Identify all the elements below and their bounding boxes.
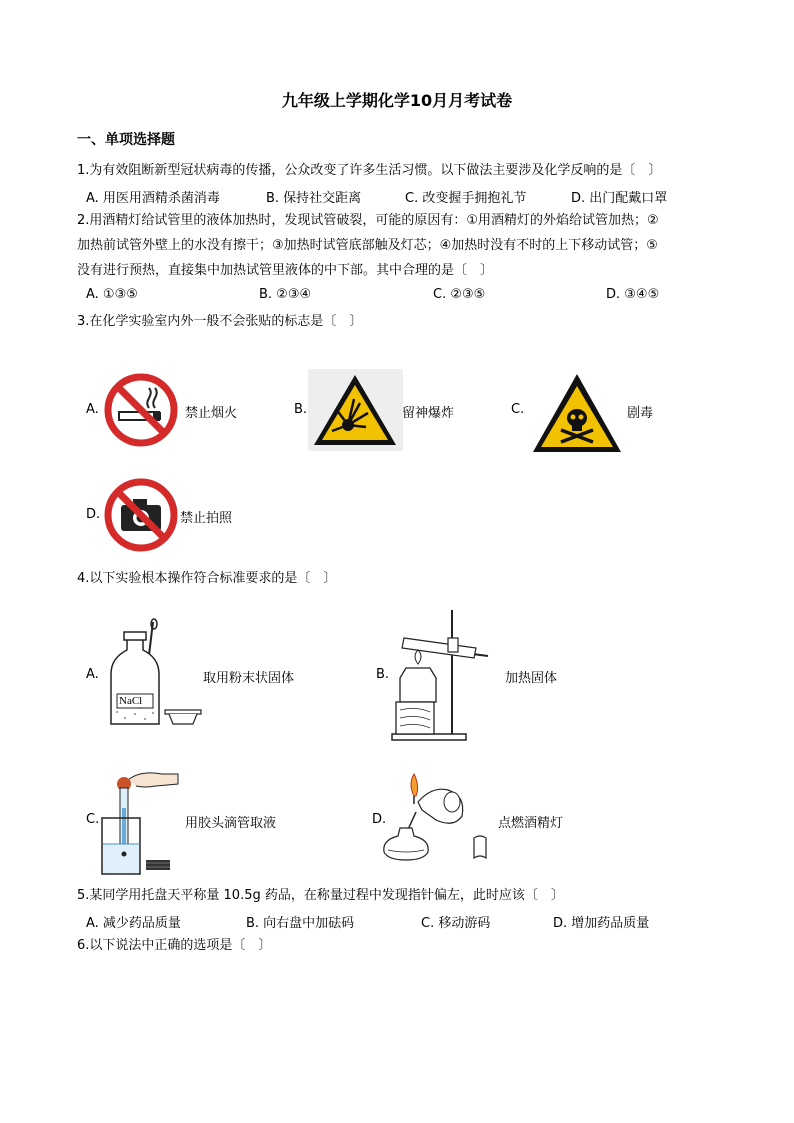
no-photography-sign-icon: [103, 477, 179, 553]
lighting-alcohol-lamp-figure: [382, 772, 497, 862]
q3-option-d-label: 禁止拍照: [180, 511, 233, 526]
q3-option-c-letter[interactable]: C.: [511, 402, 525, 417]
question-2-stem-line-1: 2.用酒精灯给试管里的液体加热时，发现试管破裂，可能的原因有：①用酒精灯的外焰给试管加热；②: [77, 213, 659, 228]
question-6-stem: 6.以下说法中正确的选项是〔 〕: [77, 938, 272, 953]
q4-option-d-label: 点燃酒精灯: [498, 816, 564, 831]
q4-option-a-letter[interactable]: A.: [86, 667, 99, 682]
q1-option-d[interactable]: D. 出门配戴口罩: [571, 191, 668, 206]
question-4-stem: 4.以下实验根本操作符合标准要求的是〔 〕: [77, 571, 337, 586]
q2-option-c[interactable]: C. ②③⑤: [433, 287, 486, 302]
q3-option-a-label: 禁止烟火: [185, 406, 238, 421]
q5-option-a[interactable]: A. 减少药品质量: [86, 916, 181, 931]
q5-option-c[interactable]: C. 移动游码: [421, 916, 491, 931]
q2-option-b[interactable]: B. ②③④: [259, 287, 312, 302]
q3-option-d-letter[interactable]: D.: [86, 507, 101, 522]
reagent-bottle-figure: [105, 618, 205, 728]
q3-option-b-label: 留神爆炸: [402, 406, 455, 421]
toxic-warning-sign-icon: [531, 372, 623, 454]
q4-option-b-label: 加热固体: [505, 671, 558, 686]
question-1-stem: 1.为有效阻断新型冠状病毒的传播，公众改变了许多生活习惯。以下做法主要涉及化学反响的是〔 〕: [77, 163, 662, 178]
q2-option-a[interactable]: A. ①③⑤: [86, 287, 138, 302]
dropper-figure: [100, 768, 180, 876]
q4-option-c-label: 用胶头滴管取液: [185, 816, 277, 831]
page-title: 九年级上学期化学10月月考试卷: [281, 91, 513, 110]
q1-option-a[interactable]: A. 用医用酒精杀菌消毒: [86, 191, 220, 206]
q3-option-b-letter[interactable]: B.: [294, 402, 308, 417]
q3-option-c-label: 剧毒: [627, 406, 654, 421]
bottle-label-text: NaCl: [119, 695, 143, 707]
q3-option-a-letter[interactable]: A.: [86, 402, 99, 417]
heating-solid-apparatus-figure: [390, 606, 495, 744]
question-2-stem-line-3: 没有进行预热，直接集中加热试管里液体的中下部。其中合理的是〔 〕: [77, 263, 494, 278]
q2-option-d[interactable]: D. ③④⑤: [606, 287, 660, 302]
q1-option-b[interactable]: B. 保持社交距离: [266, 191, 362, 206]
question-5-stem: 5.某同学用托盘天平称量 10.5g 药品，在称量过程中发现指针偏左，此时应该〔 〕: [77, 888, 564, 903]
q4-option-c-letter[interactable]: C.: [86, 812, 100, 827]
q4-option-d-letter[interactable]: D.: [372, 812, 387, 827]
no-smoking-sign-icon: [103, 372, 179, 448]
question-2-stem-line-2: 加热前试管外壁上的水没有擦干；③加热时试管底部触及灯芯；④加热时没有不时的上下移动试管；⑤: [77, 238, 658, 253]
q5-option-d[interactable]: D. 增加药品质量: [553, 916, 650, 931]
section-heading: 一、单项选择题: [77, 132, 175, 148]
explosion-warning-sign-icon: [308, 369, 403, 451]
q5-option-b[interactable]: B. 向右盘中加砝码: [246, 916, 355, 931]
q1-option-c[interactable]: C. 改变握手拥抱礼节: [405, 191, 527, 206]
q4-option-b-letter[interactable]: B.: [376, 667, 390, 682]
question-3-stem: 3.在化学实验室内外一般不会张贴的标志是〔 〕: [77, 314, 363, 329]
q4-option-a-label: 取用粉末状固体: [203, 671, 295, 686]
